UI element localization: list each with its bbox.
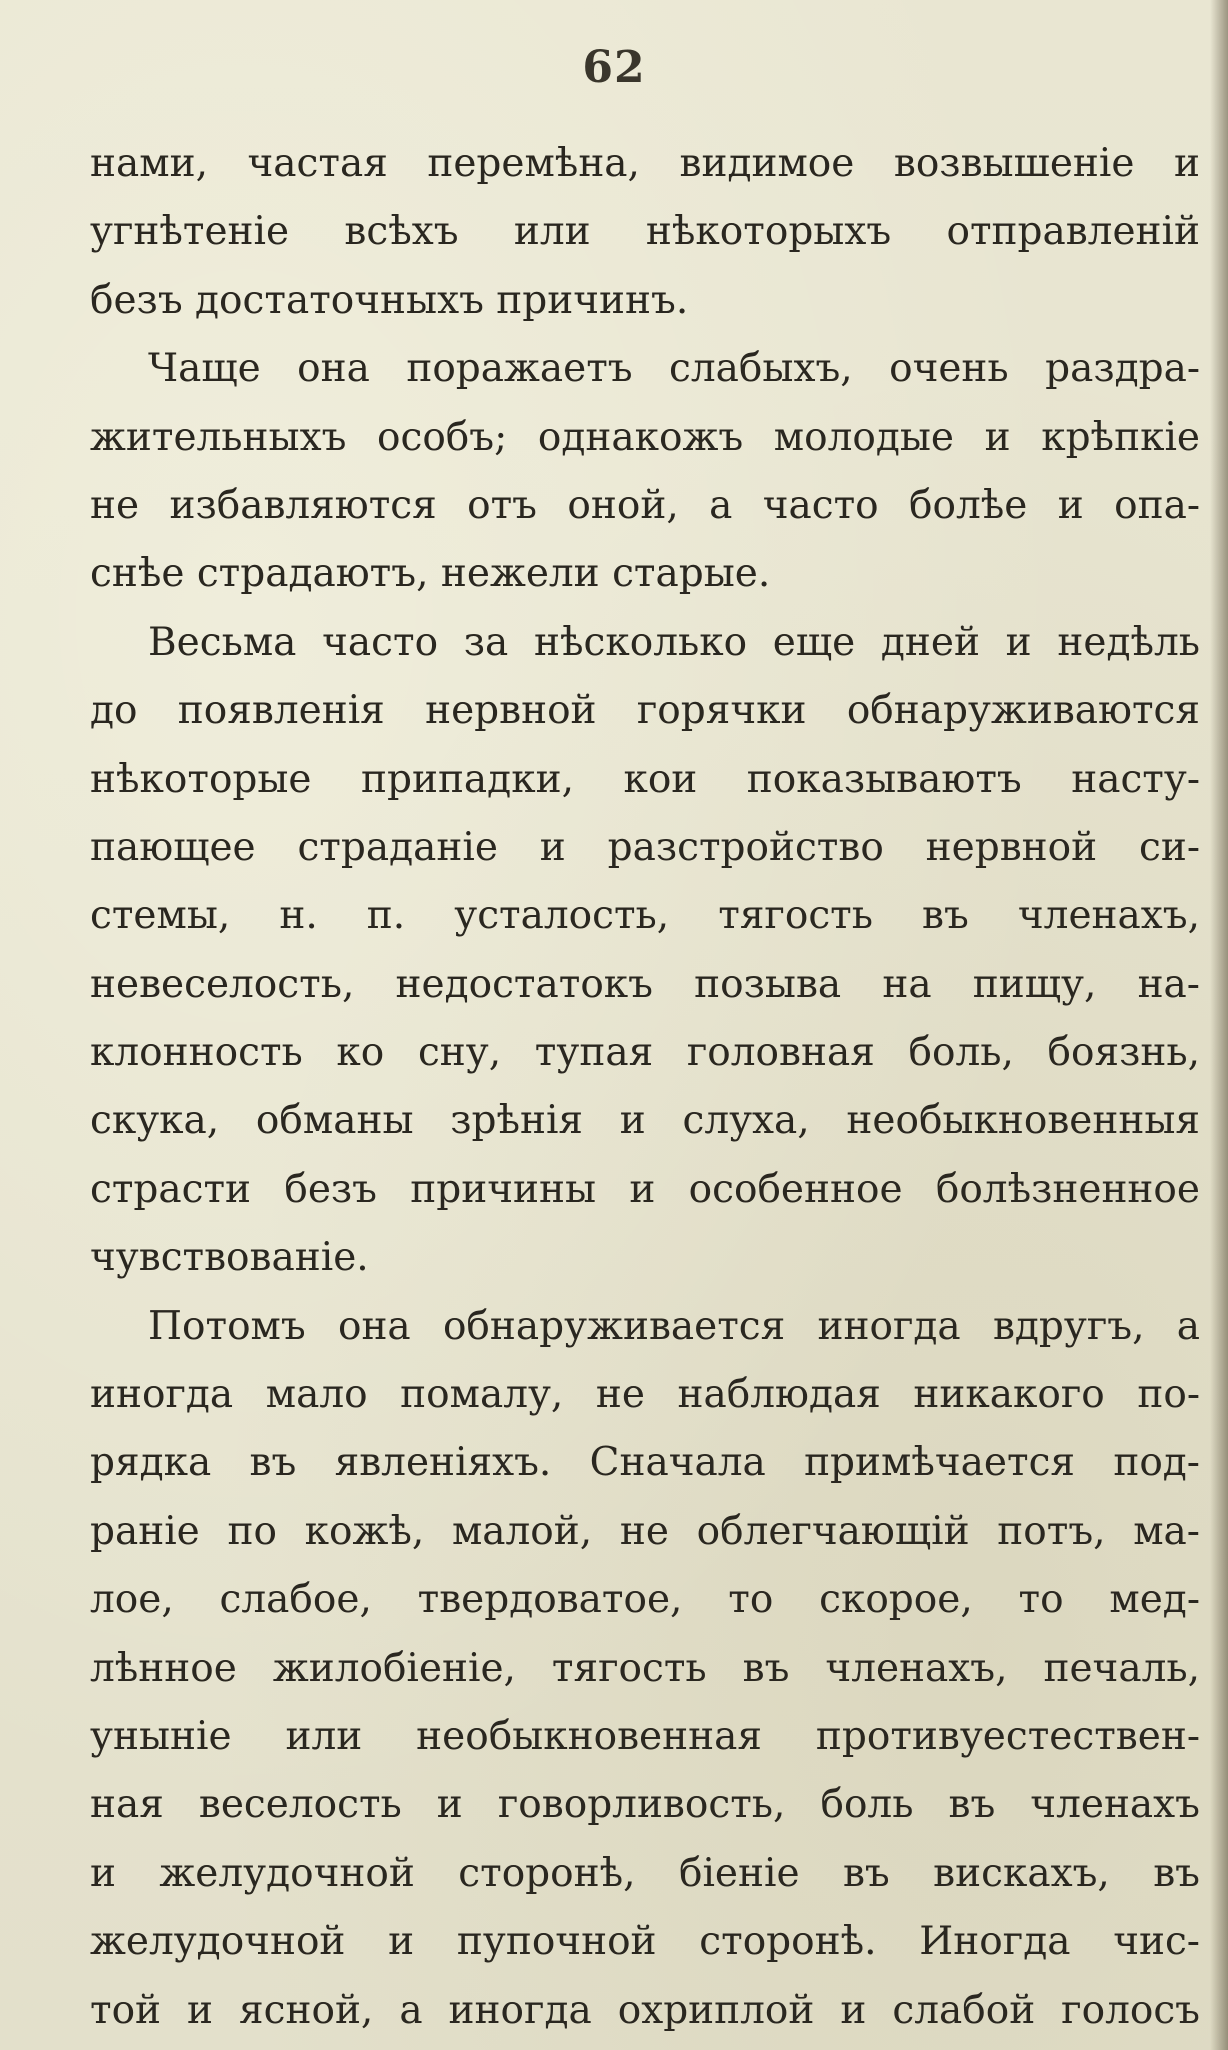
text-line: безъ достаточныхъ причинъ. — [90, 277, 689, 323]
page-number: 62 — [582, 42, 646, 93]
text-line: стемы, н. п. усталость, тягость въ членахъ, — [90, 893, 1200, 939]
text-line: рядка въ явленіяхъ. Сначала примѣчается под- — [90, 1440, 1200, 1486]
text-line: иногда мало помалу, не наблюдая никакого по- — [90, 1372, 1200, 1418]
text-line: чувствованіе. — [90, 1235, 369, 1281]
text-line: той и ясной, а иногда охриплой и слабой голосъ — [90, 1987, 1200, 2033]
text-line: угнѣтеніе всѣхъ или нѣкоторыхъ отправленій — [90, 209, 1200, 255]
text-line: и желудочной сторонѣ, біеніе въ вискахъ, въ — [90, 1850, 1200, 1896]
text-line: лѣнное жилобіеніе, тягость въ членахъ, печаль, — [90, 1645, 1200, 1691]
text-line: пающее страданіе и разстройство нервной си- — [90, 824, 1200, 870]
text-line: невеселость, недостатокъ позыва на пищу, на- — [90, 961, 1200, 1007]
text-line: желудочной и пупочной сторонѣ. Иногда чис- — [90, 1919, 1200, 1965]
text-line: клонность ко сну, тупая головная боль, боязнь, — [90, 1030, 1200, 1076]
text-line: Чаще она поражаетъ слабыхъ, очень раздра- — [148, 346, 1200, 392]
text-line: страсти безъ причины и особенное болѣзненное — [90, 1166, 1200, 1212]
text-line: скука, обманы зрѣнія и слуха, необыкновенныя — [90, 1098, 1200, 1144]
text-line: раніе по кожѣ, малой, не облегчающій потъ, ма- — [90, 1508, 1200, 1554]
text-line: Потомъ она обнаруживается иногда вдругъ, а — [148, 1303, 1200, 1349]
text-line: нѣкоторые припадки, кои показываютъ насту- — [90, 756, 1200, 802]
body-text — [90, 130, 1200, 2045]
text-line: ная веселость и говорливость, боль въ членахъ — [90, 1782, 1200, 1828]
text-line: до появленія нервной горячки обнаруживаются — [90, 688, 1200, 734]
text-line: уныніе или необыкновенная противуестествен- — [90, 1713, 1200, 1759]
text-line: снѣе страдаютъ, нежели старые. — [90, 551, 771, 597]
text-line: нами, частая перемѣна, видимое возвышеніе и — [90, 141, 1200, 186]
text-line: не избавляются отъ оной, а часто болѣе и опа- — [90, 482, 1200, 528]
text-line: жительныхъ особъ; однакожъ молодые и крѣпкіе — [90, 414, 1200, 460]
text-line: лое, слабое, твердоватое, то скорое, то мед- — [90, 1577, 1200, 1623]
text-line: Весьма часто за нѣсколько еще дней и недѣль — [148, 619, 1200, 665]
page-edge-shadow — [1210, 0, 1228, 2050]
